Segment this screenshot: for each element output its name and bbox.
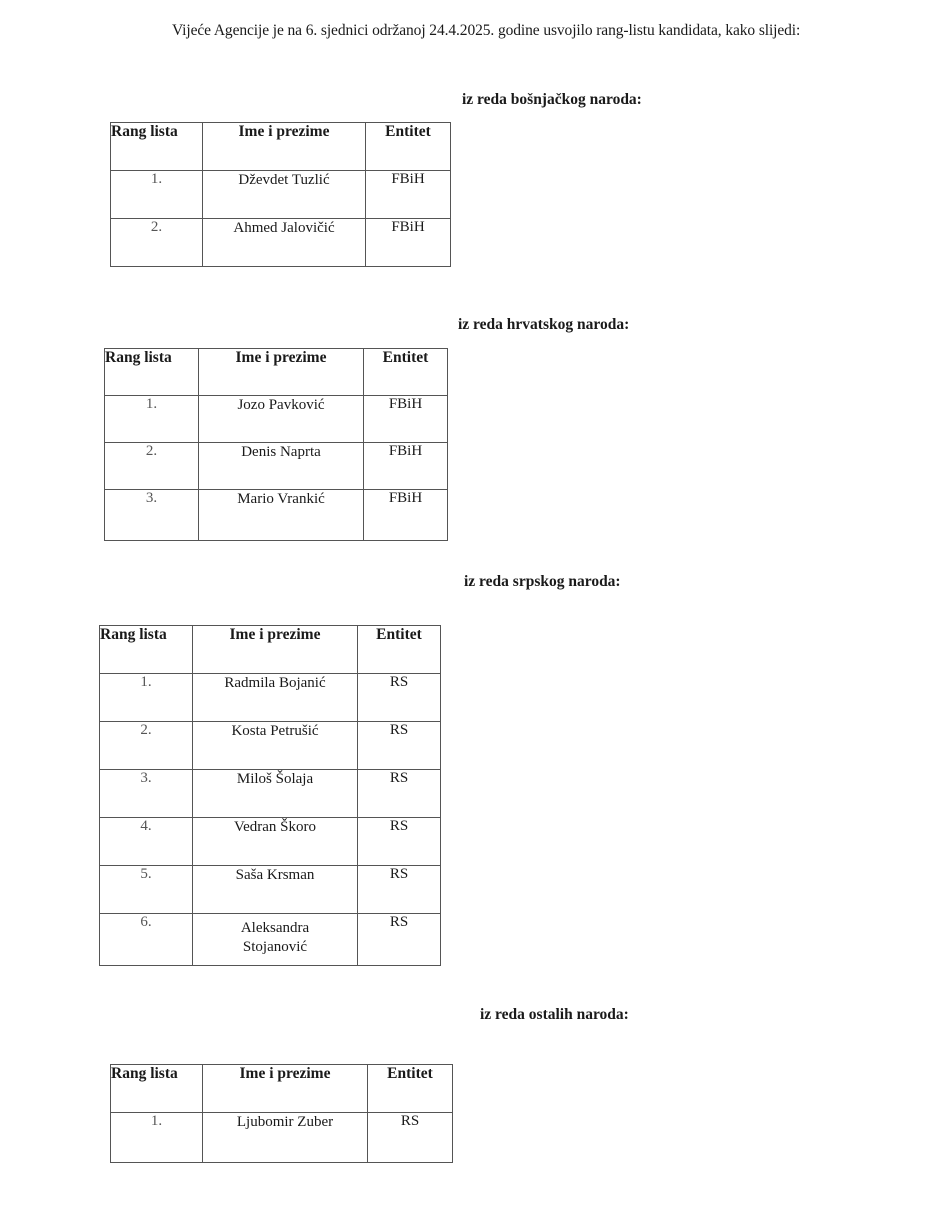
column-header-name: Ime i prezime (203, 123, 366, 171)
group-heading-bosniak: iz reda bošnjačkog naroda: (462, 91, 642, 108)
entity-cell: RS (358, 914, 441, 966)
table-row (111, 1113, 453, 1163)
rank-cell: 2. (100, 722, 193, 770)
entity-cell: FBiH (364, 443, 448, 490)
entity-cell: RS (368, 1113, 453, 1163)
column-header-name: Ime i prezime (203, 1065, 368, 1113)
name-cell: Ahmed Jalovičić (203, 219, 366, 267)
name-cell (193, 914, 358, 966)
intro-text: Vijeće Agencije je na 6. sjednici održanoj 24.4.2025. godine usvojilo rang-listu kandidata, kako slijedi: (172, 22, 801, 39)
rank-cell: 1. (105, 396, 199, 443)
name-cell: Radmila Bojanić (193, 674, 358, 722)
name-cell: Saša Krsman (193, 866, 358, 914)
entity-cell: RS (358, 674, 441, 722)
rank-cell: 6. (100, 914, 193, 966)
table-row (105, 490, 448, 541)
rank-cell: 5. (100, 866, 193, 914)
column-header-rank: Rang lista (105, 349, 199, 396)
table-row (100, 770, 441, 818)
entity-cell: FBiH (366, 219, 451, 267)
entity-cell: RS (358, 770, 441, 818)
table-row (105, 443, 448, 490)
ranking-table-croat (104, 348, 448, 541)
rank-cell: 1. (111, 1113, 203, 1163)
group-heading-others: iz reda ostalih naroda: (480, 1006, 629, 1023)
group-heading-croat: iz reda hrvatskog naroda: (458, 316, 630, 333)
rank-cell: 2. (105, 443, 199, 490)
ranking-table-serb (99, 625, 441, 966)
column-header-entity: Entitet (364, 349, 448, 396)
entity-cell: FBiH (366, 171, 451, 219)
column-header-rank: Rang lista (111, 1065, 203, 1113)
name-cell-text: Aleksandra Stojanović (240, 920, 310, 955)
entity-cell: FBiH (364, 490, 448, 541)
name-cell: Ljubomir Zuber (203, 1113, 368, 1163)
table-row (100, 818, 441, 866)
name-cell: Vedran Škoro (193, 818, 358, 866)
name-cell: Mario Vrankić (199, 490, 364, 541)
table-row (100, 722, 441, 770)
entity-cell: FBiH (364, 396, 448, 443)
ranking-table-bosniak (110, 122, 451, 267)
entity-cell: RS (358, 866, 441, 914)
column-header-rank: Rang lista (100, 626, 193, 674)
rank-cell: 4. (100, 818, 193, 866)
column-header-name: Ime i prezime (199, 349, 364, 396)
table-row (111, 171, 451, 219)
name-cell: Jozo Pavković (199, 396, 364, 443)
entity-cell: RS (358, 722, 441, 770)
table-row (111, 219, 451, 267)
column-header-entity: Entitet (358, 626, 441, 674)
table-row (100, 866, 441, 914)
rank-cell: 1. (100, 674, 193, 722)
name-cell: Miloš Šolaja (193, 770, 358, 818)
rank-cell: 1. (111, 171, 203, 219)
table-row (100, 674, 441, 722)
rank-cell: 3. (105, 490, 199, 541)
table-row (105, 396, 448, 443)
rank-cell: 2. (111, 219, 203, 267)
column-header-entity: Entitet (368, 1065, 453, 1113)
name-cell: Dževdet Tuzlić (203, 171, 366, 219)
rank-cell: 3. (100, 770, 193, 818)
column-header-entity: Entitet (366, 123, 451, 171)
table-row (100, 914, 441, 966)
name-cell: Denis Naprta (199, 443, 364, 490)
name-cell: Kosta Petrušić (193, 722, 358, 770)
ranking-table-others (110, 1064, 453, 1163)
entity-cell: RS (358, 818, 441, 866)
group-heading-serb: iz reda srpskog naroda: (464, 573, 621, 590)
column-header-rank: Rang lista (111, 123, 203, 171)
column-header-name: Ime i prezime (193, 626, 358, 674)
